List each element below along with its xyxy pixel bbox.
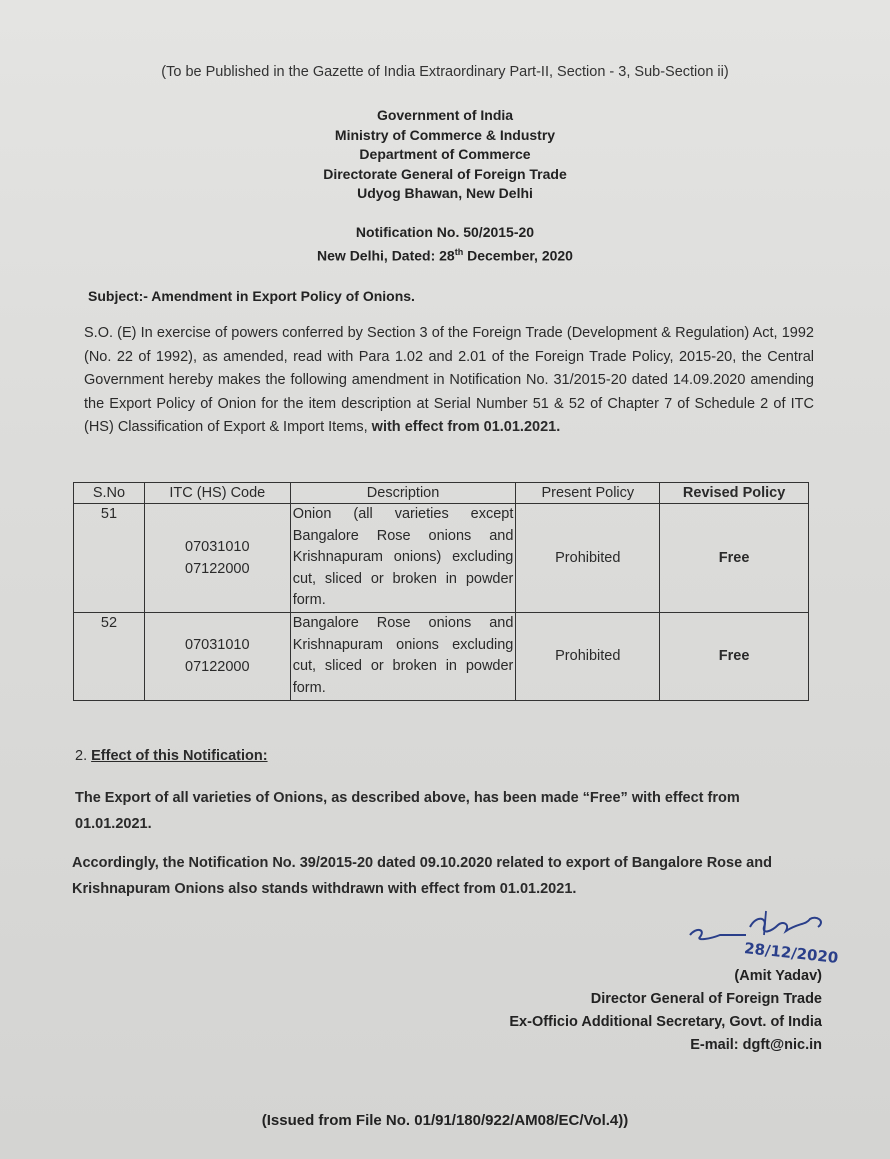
main-paragraph: S.O. (E) In exercise of powers conferred by Section 3 of the Foreign Trade (Development & Regulation) Act, 1992 (No. 22 of 1992), as amended, read with Para 1.02 and 2.01 of the Foreign Trade Policy, 2015-20, the Central Government hereby makes the following amendment in Notification No. 31/2015-20 dated 14.09.2020 amending the Export Policy of Onion for the item description at Serial Number 51 & 52 of Chapter 7 of Schedule 2 of ITC (HS) Classification of Export & Import Items, with effect from 01.01.2021. (84, 325, 814, 435)
header-sno: S.No (74, 483, 145, 504)
cell-description: Bangalore Rose onions and Krishnapuram onions excluding cut, sliced or broken in powder form. (290, 612, 516, 700)
notification-number: Notification No. 50/2015-20 (355, 224, 535, 240)
header-line-ministry: Ministry of Commerce & Industry (334, 126, 556, 143)
header-block (0, 106, 890, 204)
signatory-designation: Ex-Officio Additional Secretary, Govt. of India (509, 1014, 822, 1030)
header-description: Description (290, 483, 516, 504)
effect-heading: 2. Effect of this Notification: (75, 748, 268, 764)
cell-description: Onion (all varieties except Bangalore Rose onions and Krishnapuram onions) excluding cut, sliced or broken in powder form. (290, 504, 516, 613)
policy-table (73, 482, 809, 701)
cell-present-policy: Prohibited (516, 612, 660, 700)
header-line-government: Government of India (376, 107, 514, 123)
header-line-department: Department of Commerce (359, 146, 531, 162)
cell-present-policy: Prohibited (516, 504, 660, 613)
cell-sno: 51 (74, 504, 145, 613)
handwritten-date: 28/12/2020 (743, 939, 840, 967)
cell-revised-policy: Free (660, 504, 809, 613)
notification-date: New Delhi, Dated: 28th December, 2020 (317, 247, 573, 264)
header-line-directorate: Directorate General of Foreign Trade (323, 165, 567, 182)
cell-revised-policy: Free (660, 612, 809, 700)
header-line-address: Udyog Bhawan, New Delhi (357, 185, 533, 201)
cell-itc-codes: 07031010 07122000 (144, 612, 290, 700)
cell-sno: 52 (74, 612, 145, 700)
header-itc-code: ITC (HS) Code (144, 483, 290, 504)
cell-itc-codes: 07031010 07122000 (144, 504, 290, 613)
header-present-policy: Present Policy (516, 483, 660, 504)
signatory-email: E-mail: dgft@nic.in (690, 1037, 822, 1053)
table-row (74, 504, 809, 613)
signatory-name: (Amit Yadav) (734, 968, 822, 984)
table-header-row (74, 483, 809, 504)
file-reference: (Issued from File No. 01/91/180/922/AM08/EC/Vol.4)) (261, 1112, 629, 1129)
subject-line: Subject:- Amendment in Export Policy of Onions. (88, 288, 415, 304)
gazette-line: (To be Published in the Gazette of India Extraordinary Part-II, Section - 3, Sub-Section ii) (161, 64, 729, 80)
table-row (74, 612, 809, 700)
effect-paragraph-1: The Export of all varieties of Onions, as described above, has been made “Free” with effect from 01.01.2021. (75, 790, 740, 832)
signature-block (509, 965, 822, 1057)
effect-paragraph-2: Accordingly, the Notification No. 39/2015-20 dated 09.10.2020 related to export of Bangalore Rose and Krishnapuram Onions also stands withdrawn with effect from 01.01.2021. (72, 855, 772, 897)
header-revised-policy: Revised Policy (660, 483, 809, 504)
signatory-title: Director General of Foreign Trade (590, 991, 822, 1007)
